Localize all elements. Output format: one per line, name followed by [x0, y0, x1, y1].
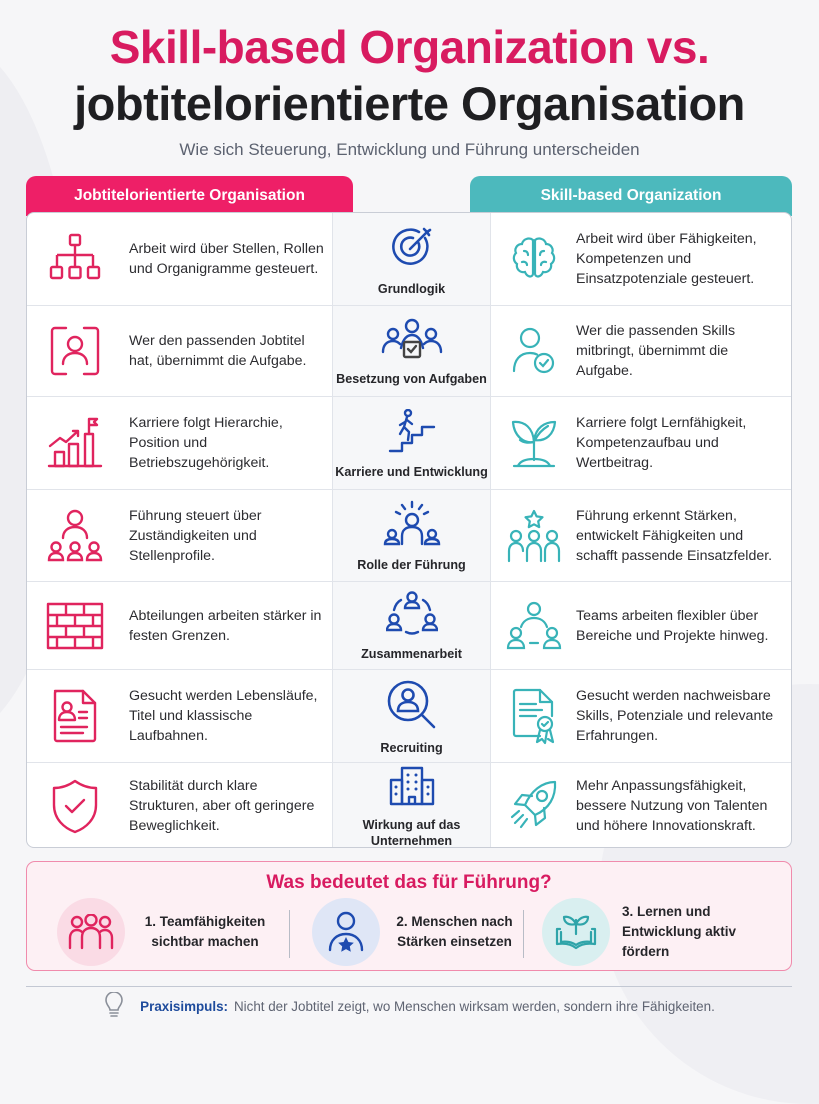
- summary-step-1: [57, 898, 271, 966]
- category-cell: [332, 213, 491, 305]
- footer-praxisimpuls: [0, 992, 819, 1020]
- left-cell: [27, 306, 332, 396]
- people-network-icon: [491, 601, 576, 651]
- org-chart-icon: [27, 231, 122, 287]
- left-cell: [27, 213, 332, 305]
- right-cell: [491, 582, 791, 669]
- summary-step-2: [312, 898, 517, 966]
- left-text: Arbeit wird über Stellen, Rollen und Organigramme gesteuert.: [129, 241, 324, 277]
- person-star-icon: [312, 898, 380, 966]
- divider: [289, 910, 290, 958]
- brick-wall-icon: [27, 602, 122, 650]
- right-text: Mehr Anpassungsfähigkeit, bessere Nutzung von Talenten und höhere Innovationskraft.: [576, 778, 768, 834]
- left-cell: [27, 763, 332, 848]
- hierarchy-people-icon: [27, 508, 122, 564]
- left-text: Wer den passenden Jobtitel hat, übernimmt die Aufgabe.: [129, 333, 307, 369]
- footer-divider: [26, 986, 792, 987]
- category-cell: [332, 397, 491, 489]
- right-text: Wer die passenden Skills mitbringt, übernimmt die Aufgabe.: [576, 323, 736, 379]
- leadership-summary-box: [26, 861, 792, 971]
- person-stairs-icon: [388, 409, 436, 458]
- brain-icon: [491, 234, 576, 284]
- team-checkbox-icon: [379, 318, 445, 365]
- team-icon: [57, 898, 125, 966]
- right-cell: [491, 397, 791, 489]
- book-sprout-icon: [542, 898, 610, 966]
- left-cell: [27, 490, 332, 581]
- category-label: Wirkung auf das Unternehmen: [362, 817, 461, 848]
- buildings-icon: [389, 766, 435, 811]
- category-label: Zusammenarbeit: [361, 647, 462, 661]
- category-cell: [332, 582, 491, 669]
- left-cell: [27, 397, 332, 489]
- table-row: [27, 582, 791, 670]
- category-cell: [332, 490, 491, 581]
- table-row: [27, 670, 791, 763]
- user-search-icon: [386, 679, 438, 734]
- user-check-icon: [491, 325, 576, 377]
- rocket-icon: [491, 779, 576, 833]
- left-text: Führung steuert über Zuständigkeiten und Stellenprofile.: [129, 507, 262, 564]
- subtitle: Wie sich Steuerung, Entwicklung und Führung unterscheiden: [179, 140, 640, 159]
- sprout-icon: [491, 416, 576, 470]
- category-label: Grundlogik: [377, 281, 446, 296]
- right-text: Führung erkennt Stärken, entwickelt Fähigkeiten und schafft passende Einsatzfelder.: [576, 507, 773, 564]
- praxisimpuls-text: Nicht der Jobtitel zeigt, wo Menschen wirksam werden, sondern ihre Fähigkeiten.: [234, 998, 715, 1014]
- target-arrow-icon: [389, 224, 435, 275]
- category-label: Besetzung von Aufgaben: [336, 371, 487, 386]
- table-row: [27, 490, 791, 582]
- right-text: Arbeit wird über Fähigkeiten, Kompetenzen und Einsatzpotenziale gesteuert.: [576, 231, 757, 287]
- praxisimpuls-label: Praxisimpuls:: [140, 998, 228, 1014]
- step-3-label: 3. Lernen und Entwicklung aktiv fördern: [622, 904, 737, 959]
- bar-chart-flag-icon: [27, 416, 122, 470]
- right-cell: [491, 490, 791, 581]
- left-cell: [27, 582, 332, 669]
- table-row: [27, 306, 791, 397]
- left-text: Gesucht werden Lebensläufe, Titel und klassische Laufbahnen.: [129, 688, 318, 744]
- right-cell: [491, 670, 791, 762]
- left-text: Stabilität durch klare Strukturen, aber oft geringere Beweglichkeit.: [129, 778, 315, 834]
- step-2-label: 2. Menschen nach Stärken einsetzen: [396, 914, 513, 949]
- certificate-icon: [491, 686, 576, 746]
- category-cell: [332, 306, 491, 396]
- left-cell: [27, 670, 332, 762]
- left-text: Karriere folgt Hierarchie, Position und Betriebszugehörigkeit.: [129, 415, 283, 471]
- column-header-skill-based: Skill-based Organization: [470, 176, 792, 216]
- summary-title: Was bedeutet das für Führung?: [266, 872, 552, 893]
- category-label: Karriere und Entwicklung: [335, 464, 488, 479]
- people-cycle-icon: [386, 591, 438, 640]
- right-text: Teams arbeiten flexibler über Bereiche und Projekte hinweg.: [576, 607, 769, 644]
- right-text: Karriere folgt Lernfähigkeit, Kompetenzaufbau und Wertbeitrag.: [576, 415, 747, 471]
- comparison-table: [26, 212, 792, 848]
- lightbulb-icon: [104, 992, 124, 1021]
- step-1-label: 1. Teamfähigkeiten sichtbar machen: [144, 914, 266, 949]
- title-line-2: jobtitelorientierte Organisation: [74, 77, 745, 130]
- category-label: Recruiting: [380, 740, 443, 755]
- table-row: [27, 397, 791, 490]
- right-cell: [491, 213, 791, 305]
- shield-check-icon: [27, 778, 122, 834]
- team-star-icon: [491, 509, 576, 563]
- summary-step-3: [542, 898, 742, 966]
- column-header-jobtitle: Jobtitelorientierte Organisation: [26, 176, 353, 216]
- divider: [523, 910, 524, 958]
- category-label: Rolle der Führung: [357, 558, 466, 572]
- resume-document-icon: [27, 687, 122, 745]
- right-text: Gesucht werden nachweisbare Skills, Potenziale und relevante Erfahrungen.: [576, 688, 774, 744]
- right-cell: [491, 306, 791, 396]
- table-row: [27, 763, 791, 848]
- title-line-1: Skill-based Organization vs.: [109, 21, 710, 73]
- category-cell: [332, 670, 491, 762]
- leader-spotlight-icon: [382, 500, 442, 551]
- table-row: [27, 213, 791, 306]
- user-frame-icon: [27, 324, 122, 378]
- right-cell: [491, 763, 791, 848]
- left-text: Abteilungen arbeiten stärker in festen Grenzen.: [129, 607, 322, 644]
- category-cell: [332, 763, 491, 848]
